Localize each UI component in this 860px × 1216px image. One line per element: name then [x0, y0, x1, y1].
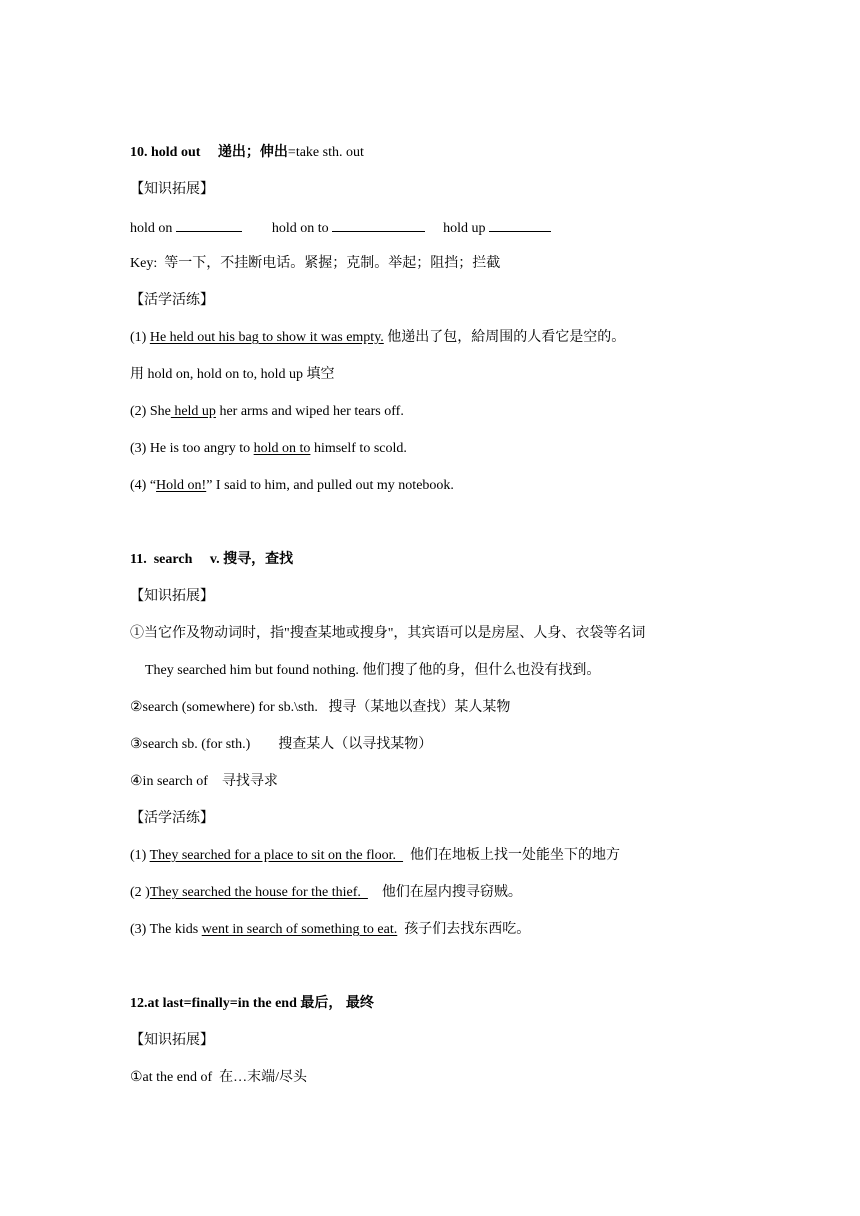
s11-extension-2: ②search (somewhere) for sb.\sth. 搜寻（某地以查找）某人某物 — [130, 700, 511, 715]
s11-practice-3: (3) The kids went in search of something to eat. 孩子们去找东西吃。 — [130, 922, 531, 937]
s11-extension-1: ①当它作及物动词时，指"搜查某地或搜身"，其宾语可以是房屋、人身、衣袋等名词 — [130, 626, 646, 641]
s11-practice-2: (2 )They searched the house for the thief. 他们在屋内搜寻窃贼。 — [130, 885, 522, 900]
s10-instruction: 用 hold on, hold on to, hold up 填空 — [130, 367, 335, 382]
s11-extension-title: 【知识拓展】 — [130, 589, 214, 604]
s10-practice-title: 【活学活练】 — [130, 293, 214, 308]
s12-extension-title: 【知识拓展】 — [130, 1033, 214, 1048]
s10-practice-4: (4) “Hold on!” I said to him, and pulled out my notebook. — [130, 478, 454, 493]
section-11-heading: 11. search v. 搜寻，查找 — [130, 552, 294, 567]
s10-extension-title: 【知识拓展】 — [130, 182, 214, 197]
s10-practice-2: (2) She held up her arms and wiped her tears off. — [130, 404, 404, 419]
s11-extension-3: ③search sb. (for sth.) 搜查某人（以寻找某物） — [130, 737, 433, 752]
answer-blank — [489, 218, 551, 232]
s11-extension-4: ④in search of 寻找寻求 — [130, 774, 278, 789]
section-12-heading: 12.at last=finally=in the end 最后， 最终 — [130, 996, 374, 1011]
section-10-heading: 10. hold out 递出；伸出=take sth. out — [130, 145, 364, 160]
s10-key: Key: 等一下，不挂断电话。紧握；克制。举起；阻挡；拦截 — [130, 256, 501, 271]
s10-practice-1: (1) He held out his bag to show it was empty. 他递出了包，給周围的人看它是空的。 — [130, 330, 626, 345]
answer-blank — [332, 218, 425, 232]
s11-practice-1: (1) They searched for a place to sit on the floor. 他们在地板上找一处能坐下的地方 — [130, 848, 621, 863]
s11-extension-1-example: They searched him but found nothing. 他们搜了他的身，但什么也没有找到。 — [145, 663, 601, 678]
s11-practice-title: 【活学活练】 — [130, 811, 214, 826]
answer-blank — [176, 218, 242, 232]
s10-practice-3: (3) He is too angry to hold on to himself to scold. — [130, 441, 407, 456]
s10-phrase-blanks: hold on hold on to hold up — [130, 218, 551, 238]
s12-extension-1: ①at the end of 在…末端/尽头 — [130, 1070, 308, 1085]
